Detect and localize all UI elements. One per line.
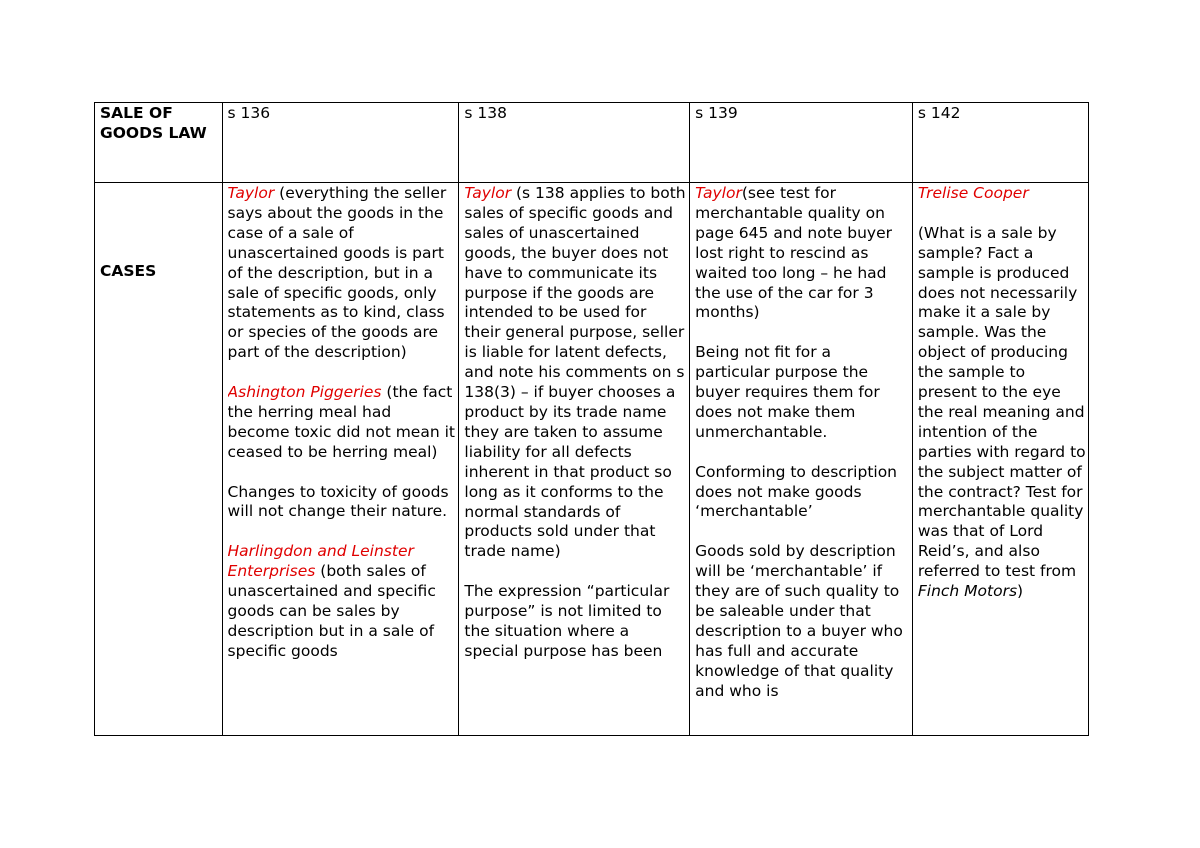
note-paragraph: Conforming to description does not make goods ‘merchantable’ — [695, 462, 898, 521]
cases-cell-s139 — [690, 183, 913, 736]
header-cell-s139 — [690, 103, 913, 183]
case-note: (s 138 applies to both sales of specific goods and sales of unascertained goods, the buyer does not have to communicate its purpose if the goods are intended to be used for their general purpose, seller is liable for latent defects, and note his comments on s 138(3) – if buyer chooses a product by its trade name they are taken to assume liability for all defects inherent in that product so long as it conforms to the normal standards of products sold under that trade name) — [464, 184, 686, 561]
case-name-taylor: Taylor — [464, 184, 512, 202]
case-name-ashington: Ashington Piggeries — [227, 383, 382, 402]
section-label-s139: s 139 — [695, 104, 738, 122]
header-cell-s138 — [459, 103, 690, 183]
case-paragraph — [464, 184, 687, 562]
section-label-s142: s 142 — [917, 104, 961, 122]
case-paragraph — [228, 542, 457, 661]
cases-row — [95, 183, 1089, 736]
case-name-harlingdon: Harlingdon and Leinster Enterprises — [227, 542, 414, 581]
cases-label-cell — [95, 183, 223, 736]
case-paragraph — [695, 184, 910, 323]
note-paragraph: Being not fit for a particular purpose the buyer requires them for does not make them unmerchantable. — [695, 343, 880, 441]
section-label-s136: s 136 — [227, 104, 271, 122]
note-text: (What is a sale by sample? Fact a sample is produced does not necessarily make it a sale by sample. Was the object of producing the sample to present to the eye the real meaning and intention of the parties with regard to the subject matter of the contract? Test for merchantable quality was that of Lord Reid’s, and also referred to test from — [917, 223, 1086, 581]
section-label-s138: s 138 — [464, 104, 507, 122]
cases-row-label: CASES — [100, 262, 157, 280]
header-cell-s142 — [912, 103, 1088, 183]
case-note: (the fact the herring meal had become toxic did not mean it ceased to be herring meal) — [227, 383, 455, 461]
sale-of-goods-table — [94, 102, 1089, 736]
cases-cell-s138 — [459, 183, 690, 736]
case-name-taylor: Taylor — [227, 184, 275, 202]
case-name-taylor: Taylor — [695, 184, 742, 202]
case-paragraph — [228, 383, 457, 463]
corner-cell — [95, 103, 223, 183]
note-paragraph: The expression “particular purpose” is not limited to the situation where a special purpose has been — [464, 582, 670, 660]
table-header-row — [95, 103, 1089, 183]
cases-cell-s136 — [222, 183, 459, 736]
note-text-end: ) — [1017, 582, 1024, 601]
note-paragraph — [918, 224, 1086, 602]
case-paragraph — [918, 184, 1086, 204]
case-note: (see test for merchantable quality on page 645 and note buyer lost right to rescind as waited too long – he had the use of the car for 3 months) — [695, 184, 893, 322]
case-name-finch-motors: Finch Motors — [917, 582, 1018, 601]
case-name-trelise-cooper: Trelise Cooper — [917, 184, 1029, 202]
note-paragraph: Goods sold by description will be ‘merchantable’ if they are of such quality to be saleable under that description to a buyer who has full and accurate knowledge of that quality and who is — [695, 542, 903, 700]
case-paragraph — [228, 184, 457, 363]
cases-cell-s142 — [912, 183, 1088, 736]
case-note: (everything the seller says about the goods in the case of a sale of unascertained goods is part of the description, but in a sale of specific goods, only statements as to kind, class or species of the goods are part of the description) — [227, 184, 447, 362]
case-note: (both sales of unascertained and specific goods can be sales by description but in a sale of specific goods — [227, 562, 436, 660]
note-paragraph: Changes to toxicity of goods will not change their nature. — [227, 482, 449, 521]
header-cell-s136 — [222, 103, 459, 183]
corner-label: SALE OF GOODS LAW — [100, 104, 207, 142]
